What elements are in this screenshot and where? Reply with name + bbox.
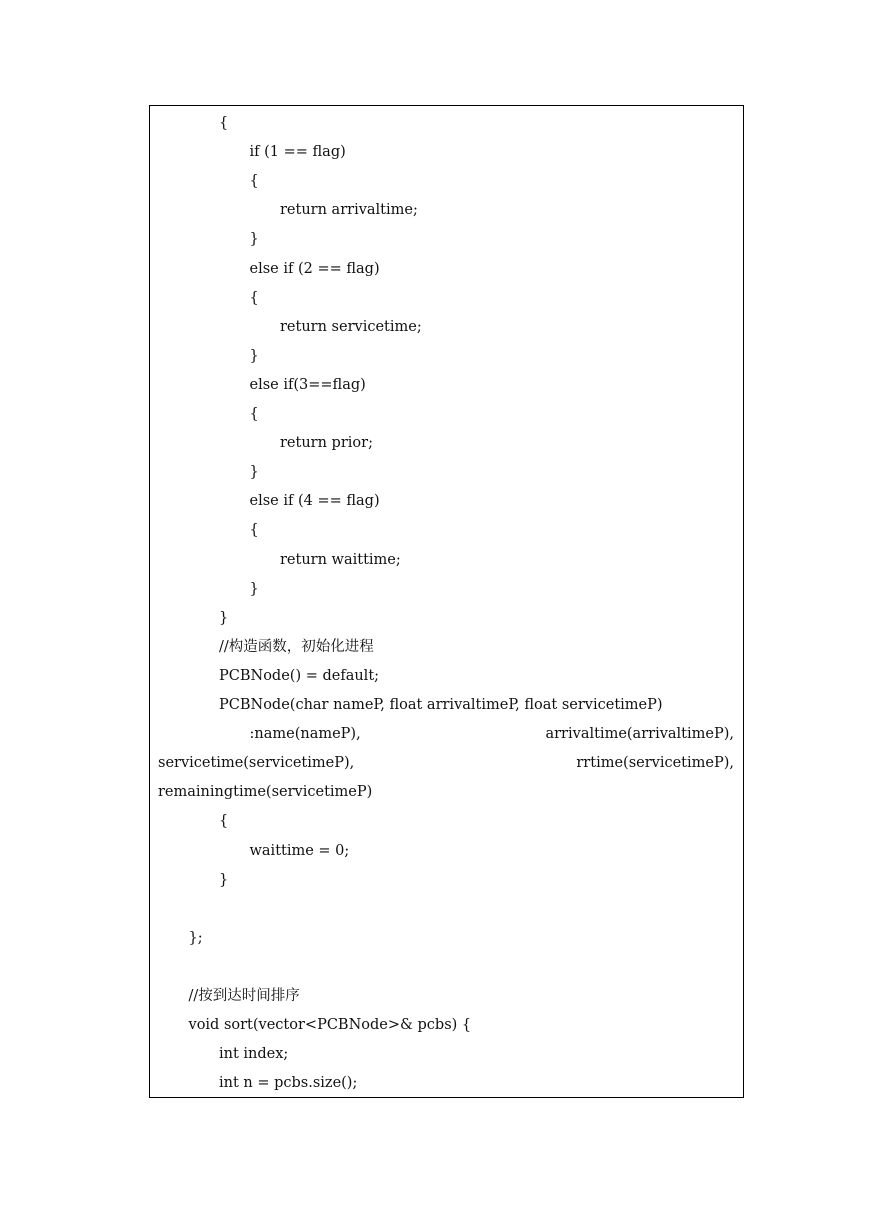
code-line: }	[219, 871, 229, 888]
code-line: else if (4 == flag)	[249, 493, 380, 510]
code-line: }	[249, 347, 259, 364]
code-line: {	[249, 406, 259, 422]
code-line: }	[219, 609, 229, 626]
code-line: void sort(vector<PCBNode>& pcbs) {	[188, 1017, 472, 1034]
code-line: return waittime;	[280, 551, 401, 568]
code-box	[149, 105, 744, 1098]
code-line: remainingtime(servicetimeP)	[158, 784, 373, 801]
code-line: else if (2 == flag)	[249, 260, 380, 277]
code-line: {	[249, 173, 259, 190]
code-line: {	[249, 289, 259, 306]
code-line-part: rrtime(servicetimeP),	[576, 755, 734, 772]
code-line: }	[249, 580, 259, 597]
code-line: //按到达时间排序	[188, 988, 300, 1004]
code-line: {	[219, 813, 229, 830]
code-line: }	[249, 231, 259, 248]
code-line: {	[249, 522, 259, 539]
code-line-part: :name(nameP),	[249, 726, 361, 743]
code-line: //构造函数，初始化进程	[219, 638, 374, 655]
code-line: };	[188, 929, 203, 946]
code-line: }	[249, 464, 259, 481]
code-line	[250, 724, 735, 744]
code-line: else if(3==flag)	[249, 376, 366, 393]
code-line: return servicetime;	[280, 318, 422, 335]
code-line: int index;	[219, 1046, 289, 1063]
code-line-part: servicetime(servicetimeP),	[158, 755, 355, 772]
code-line: waittime = 0;	[249, 842, 350, 859]
code-line: {	[219, 115, 229, 131]
code-line: return prior;	[280, 435, 373, 452]
code-line: return arrivaltime;	[280, 202, 418, 219]
code-line: if (1 == flag)	[249, 144, 346, 161]
code-line: int n = pcbs.size();	[219, 1075, 358, 1092]
code-line: PCBNode() = default;	[219, 667, 380, 684]
code-line	[158, 753, 734, 773]
code-line: PCBNode(char nameP, float arrivaltimeP, float servicetimeP)	[219, 697, 663, 713]
code-line-part: arrivaltime(arrivaltimeP),	[545, 726, 734, 743]
